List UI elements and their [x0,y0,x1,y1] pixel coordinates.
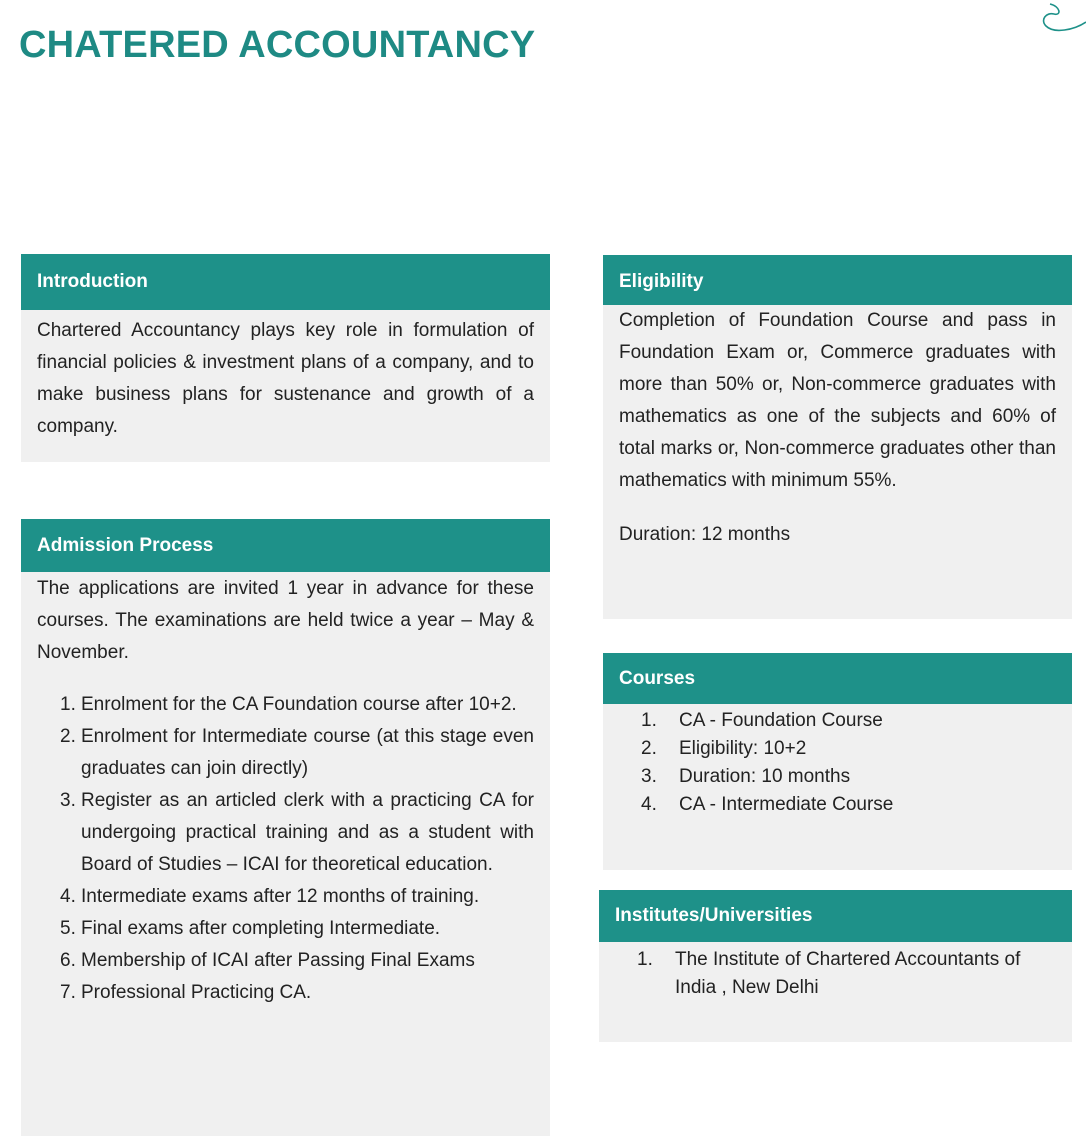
admission-step [21,785,550,881]
course-text: CA - Foundation Course [679,710,883,731]
admission-process-heading: Admission Process [21,519,550,572]
course-number: 2. [641,738,657,759]
course-text: CA - Intermediate Course [679,794,894,815]
introduction-text: Chartered Accountancy plays key role in formulation of financial policies & investment plans of a company, and to make business plans for sustenance and growth of a company. [37,320,534,437]
step-text: Final exams after completing Intermediate. [81,918,441,939]
step-number: 4. [60,886,76,907]
course-item [603,791,1072,819]
admission-step [21,977,550,1009]
introduction-heading: Introduction [21,254,550,310]
step-number: 3. [60,790,76,811]
course-text: Duration: 10 months [679,766,851,787]
admission-process-text: The applications are invited 1 year in advance for these courses. The examinations are held twice a year – May & November. [37,578,534,663]
courses-card [603,653,1072,870]
step-number: 5. [60,918,76,939]
step-number: 6. [60,950,76,971]
step-number: 1. [60,694,76,715]
admission-step [21,689,550,721]
admission-step [21,881,550,913]
course-item [603,707,1072,735]
step-text: Professional Practicing CA. [81,982,312,1003]
step-text: Enrolment for the CA Foundation course after 10+2. [81,694,517,715]
institutes-card [599,890,1072,1042]
step-text: Intermediate exams after 12 months of training. [81,886,480,907]
step-number: 2. [60,726,76,747]
institute-item [599,946,1072,1002]
page-title: CHATERED ACCOUNTANCY [19,24,536,66]
decorative-swirl-icon [1036,0,1086,40]
admission-step [21,945,550,977]
course-item [603,763,1072,791]
eligibility-duration: Duration: 12 months [619,524,791,545]
course-number: 3. [641,766,657,787]
step-text: Enrolment for Intermediate course (at this stage even graduates can join directly) [81,726,534,779]
institute-text: The Institute of Chartered Accountants of India , New Delhi [675,949,1021,998]
courses-list [603,707,1072,819]
admission-step [21,913,550,945]
courses-heading: Courses [603,653,1072,704]
course-item [603,735,1072,763]
admission-process-card [21,519,550,1136]
institutes-list [599,946,1072,1002]
step-number: 7. [60,982,76,1003]
eligibility-heading: Eligibility [603,255,1072,305]
admission-steps-list [21,689,550,1009]
introduction-card [21,254,550,462]
admission-step [21,721,550,785]
eligibility-text: Completion of Foundation Course and pass in Foundation Exam or, Commerce graduates with more than 50% or, Non-commerce graduates with mathematics as one of the subjects and 60% of total marks or, Non-commerce graduates other than mathematics with minimum 55%. [619,310,1056,491]
step-text: Membership of ICAI after Passing Final Exams [81,950,475,971]
step-text: Register as an articled clerk with a practicing CA for undergoing practical training and as a student with Board of Studies – ICAI for theoretical education. [81,790,534,875]
course-number: 4. [641,794,657,815]
course-number: 1. [641,710,657,731]
institute-number: 1. [637,949,653,970]
course-text: Eligibility: 10+2 [679,738,807,759]
eligibility-card [603,255,1072,619]
institutes-heading: Institutes/Universities [599,890,1072,942]
